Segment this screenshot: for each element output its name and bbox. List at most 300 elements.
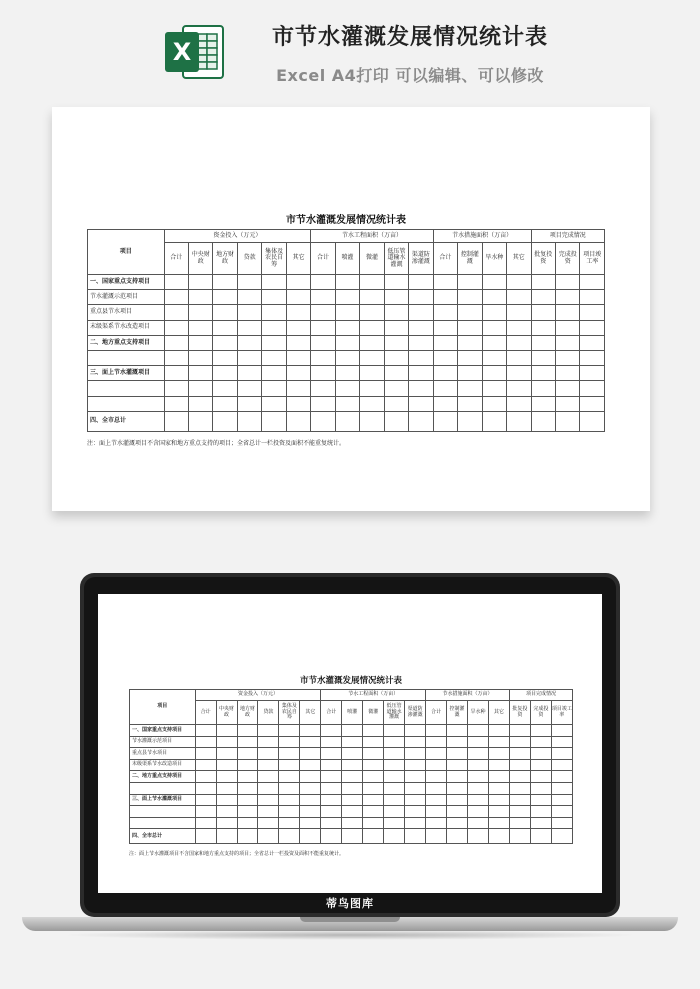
table-cell <box>195 748 216 760</box>
table-cell <box>433 411 457 431</box>
table-cell <box>409 350 433 365</box>
table-cell <box>237 725 258 737</box>
table-cell <box>530 725 551 737</box>
table-cell <box>409 290 433 305</box>
table-cell <box>488 817 509 829</box>
table-cell <box>321 736 342 748</box>
row-label: 一、国家重点支持项目 <box>88 275 165 290</box>
table-cell <box>258 725 279 737</box>
table-cell <box>433 320 457 335</box>
table-cell <box>195 817 216 829</box>
table-cell <box>384 829 405 844</box>
row-label: 节水灌溉示范项目 <box>88 290 165 305</box>
table-cell <box>335 320 359 335</box>
table-cell <box>237 275 261 290</box>
table-cell <box>342 736 363 748</box>
table-cell <box>433 335 457 350</box>
table-cell <box>433 290 457 305</box>
table-cell <box>482 320 506 335</box>
laptop-brand-label: 蒂鸟图库 <box>326 897 374 910</box>
column-header: 其它 <box>507 243 531 275</box>
table-cell <box>384 290 408 305</box>
table-cell <box>384 335 408 350</box>
table-cell <box>363 829 384 844</box>
table-cell <box>556 366 580 381</box>
table-cell <box>509 806 530 818</box>
table-cell <box>321 817 342 829</box>
row-label <box>88 396 165 411</box>
table-cell <box>258 794 279 806</box>
table-cell <box>216 771 237 783</box>
table-cell <box>286 350 310 365</box>
table-cell <box>360 335 384 350</box>
table-cell <box>530 806 551 818</box>
table-cell <box>262 350 286 365</box>
laptop-shadow <box>60 930 640 940</box>
table-cell <box>195 806 216 818</box>
table-cell <box>384 794 405 806</box>
table-cell <box>384 806 405 818</box>
table-cell <box>363 806 384 818</box>
column-group-header: 节水工程面积（万亩） <box>311 230 433 243</box>
column-header: 完成投资 <box>556 243 580 275</box>
table-cell <box>164 275 188 290</box>
table-cell <box>216 736 237 748</box>
table-cell <box>213 396 237 411</box>
table-cell <box>237 320 261 335</box>
table-cell <box>405 748 426 760</box>
table-row <box>130 782 573 794</box>
table-cell <box>409 335 433 350</box>
table-cell <box>551 725 572 737</box>
table-cell <box>531 350 555 365</box>
table-cell <box>321 725 342 737</box>
column-header: 合计 <box>321 701 342 725</box>
table-cell <box>213 366 237 381</box>
table-cell <box>426 794 447 806</box>
table-cell <box>426 806 447 818</box>
table-row <box>88 411 605 431</box>
table-cell <box>311 320 335 335</box>
table-cell <box>447 771 468 783</box>
table-cell <box>530 771 551 783</box>
table-cell <box>164 381 188 396</box>
table-cell <box>213 305 237 320</box>
table-cell <box>488 829 509 844</box>
table-cell <box>164 350 188 365</box>
table-cell <box>342 782 363 794</box>
excel-icon <box>163 20 227 84</box>
table-cell <box>556 320 580 335</box>
table-cell <box>405 771 426 783</box>
row-label: 二、地方重点支持项目 <box>130 771 196 783</box>
table-cell <box>580 305 605 320</box>
table-cell <box>458 350 482 365</box>
table-cell <box>195 736 216 748</box>
column-header: 其它 <box>300 701 321 725</box>
table-cell <box>360 381 384 396</box>
column-header: 地方财政 <box>237 701 258 725</box>
table-cell <box>507 411 531 431</box>
table-cell <box>321 759 342 771</box>
column-header-item: 项目 <box>88 230 165 275</box>
table-cell <box>482 290 506 305</box>
table-cell <box>216 748 237 760</box>
row-label <box>130 806 196 818</box>
table-cell <box>262 305 286 320</box>
table-cell <box>384 771 405 783</box>
table-cell <box>467 782 488 794</box>
table-cell <box>488 794 509 806</box>
table-cell <box>188 305 212 320</box>
table-cell <box>300 794 321 806</box>
table-cell <box>556 305 580 320</box>
column-header: 地方财政 <box>213 243 237 275</box>
table-cell <box>321 748 342 760</box>
table-cell <box>426 817 447 829</box>
table-cell <box>433 381 457 396</box>
table-cell <box>556 396 580 411</box>
table-cell <box>482 366 506 381</box>
table-row <box>88 335 605 350</box>
table-cell <box>467 725 488 737</box>
column-group-header: 资金投入（万元） <box>195 690 321 701</box>
table-cell <box>488 736 509 748</box>
column-header: 旱水种 <box>467 701 488 725</box>
table-cell <box>258 759 279 771</box>
document-preview <box>52 107 650 511</box>
table-cell <box>360 396 384 411</box>
table-cell <box>488 782 509 794</box>
table-cell <box>300 748 321 760</box>
column-header: 贷款 <box>237 243 261 275</box>
table-row <box>88 290 605 305</box>
table-cell <box>286 275 310 290</box>
table-cell <box>509 725 530 737</box>
table-cell <box>507 290 531 305</box>
table-cell <box>262 381 286 396</box>
row-label: 一、国家重点支持项目 <box>130 725 196 737</box>
table-cell <box>335 335 359 350</box>
screen-document-note: 注：面上节水灌溉项目不含国家和地方重点支持的项目；全省总计一栏投资及面积不能重复统计。 <box>129 851 345 858</box>
column-group-header: 项目完成情况 <box>531 230 604 243</box>
table-cell <box>188 320 212 335</box>
table-cell <box>458 411 482 431</box>
document-note: 注：面上节水灌溉项目不含国家和地方重点支持的项目；全省总计一栏投资及面积不能重复统计。 <box>87 439 346 447</box>
header-row-columns <box>88 243 605 275</box>
table-cell <box>531 290 555 305</box>
table-cell <box>335 290 359 305</box>
table-cell <box>426 829 447 844</box>
table-cell <box>300 782 321 794</box>
column-header: 其它 <box>286 243 310 275</box>
table-cell <box>213 411 237 431</box>
table-cell <box>237 290 261 305</box>
table-cell <box>458 320 482 335</box>
table-cell <box>447 829 468 844</box>
table-cell <box>321 829 342 844</box>
table-cell <box>405 759 426 771</box>
table-cell <box>279 782 300 794</box>
laptop-screen <box>98 594 602 893</box>
table-cell <box>279 794 300 806</box>
table-cell <box>447 817 468 829</box>
table-cell <box>237 366 261 381</box>
table-cell <box>556 350 580 365</box>
table-cell <box>507 305 531 320</box>
table-cell <box>164 366 188 381</box>
table-cell <box>458 366 482 381</box>
column-group-header: 节水措施面积（万亩） <box>433 230 531 243</box>
table-cell <box>279 748 300 760</box>
table-cell <box>311 381 335 396</box>
table-cell <box>384 320 408 335</box>
table-cell <box>551 806 572 818</box>
table-cell <box>195 829 216 844</box>
row-label: 末级渠系节水改造项目 <box>88 320 165 335</box>
table-cell <box>262 290 286 305</box>
table-cell <box>384 305 408 320</box>
column-header: 低压管道输水灌溉 <box>384 243 408 275</box>
table-cell <box>363 771 384 783</box>
table-cell <box>300 736 321 748</box>
table-cell <box>482 335 506 350</box>
table-cell <box>286 396 310 411</box>
table-cell <box>384 817 405 829</box>
table-cell <box>213 381 237 396</box>
table-cell <box>509 817 530 829</box>
table-cell <box>509 782 530 794</box>
column-header: 渠道防渗灌溉 <box>409 243 433 275</box>
table-cell <box>458 290 482 305</box>
table-cell <box>237 771 258 783</box>
table-cell <box>405 725 426 737</box>
table-cell <box>360 366 384 381</box>
table-cell <box>258 748 279 760</box>
column-header: 贷款 <box>258 701 279 725</box>
table-cell <box>551 817 572 829</box>
table-cell <box>409 366 433 381</box>
table-cell <box>342 794 363 806</box>
table-cell <box>195 725 216 737</box>
table-cell <box>458 335 482 350</box>
table-cell <box>488 759 509 771</box>
table-cell <box>164 411 188 431</box>
table-cell <box>164 305 188 320</box>
table-cell <box>213 350 237 365</box>
table-cell <box>213 335 237 350</box>
table-cell <box>188 275 212 290</box>
table-cell <box>433 396 457 411</box>
column-header: 旱水种 <box>482 243 506 275</box>
row-label <box>130 782 196 794</box>
column-header: 集体及农民自筹 <box>279 701 300 725</box>
table-row <box>130 771 573 783</box>
table-cell <box>363 794 384 806</box>
column-header: 合计 <box>433 243 457 275</box>
row-label: 重点县节水项目 <box>88 305 165 320</box>
table-cell <box>509 748 530 760</box>
table-cell <box>509 794 530 806</box>
table-cell <box>188 381 212 396</box>
table-cell <box>488 725 509 737</box>
table-cell <box>335 381 359 396</box>
header-row-groups <box>88 230 605 243</box>
table-cell <box>363 748 384 760</box>
table-cell <box>580 381 605 396</box>
column-header: 中央财政 <box>188 243 212 275</box>
table-cell <box>507 320 531 335</box>
column-header: 喷灌 <box>342 701 363 725</box>
table-cell <box>447 725 468 737</box>
table-cell <box>321 771 342 783</box>
page-title: 市节水灌溉发展情况统计表 <box>271 25 548 50</box>
table-cell <box>530 817 551 829</box>
table-cell <box>279 759 300 771</box>
table-cell <box>556 275 580 290</box>
table-row <box>130 759 573 771</box>
table-cell <box>195 771 216 783</box>
table-cell <box>342 806 363 818</box>
table-cell <box>384 759 405 771</box>
table-cell <box>551 748 572 760</box>
table-cell <box>213 290 237 305</box>
screen-document <box>129 674 573 857</box>
table-cell <box>258 806 279 818</box>
row-label <box>130 817 196 829</box>
table-cell <box>426 782 447 794</box>
table-cell <box>580 320 605 335</box>
table-cell <box>335 350 359 365</box>
column-header: 集体及农民自筹 <box>262 243 286 275</box>
table-cell <box>447 736 468 748</box>
row-label: 三、面上节水灌溉项目 <box>130 794 196 806</box>
table-cell <box>433 275 457 290</box>
table-row <box>88 305 605 320</box>
table-cell <box>509 759 530 771</box>
header-row-columns <box>130 701 573 725</box>
column-header: 控制灌溉 <box>458 243 482 275</box>
row-label <box>88 350 165 365</box>
table-cell <box>384 381 408 396</box>
table-cell <box>321 782 342 794</box>
table-cell <box>237 806 258 818</box>
table-cell <box>188 335 212 350</box>
table-cell <box>279 725 300 737</box>
table-cell <box>426 748 447 760</box>
table-cell <box>342 817 363 829</box>
table-cell <box>258 771 279 783</box>
table-cell <box>237 794 258 806</box>
column-header: 合计 <box>195 701 216 725</box>
table-cell <box>507 366 531 381</box>
table-cell <box>531 381 555 396</box>
table-cell <box>384 748 405 760</box>
table-cell <box>458 381 482 396</box>
table-cell <box>342 771 363 783</box>
table-cell <box>262 366 286 381</box>
table-cell <box>531 275 555 290</box>
statistics-table <box>87 229 605 432</box>
table-cell <box>507 396 531 411</box>
table-cell <box>433 305 457 320</box>
column-header: 项目竣工率 <box>551 701 572 725</box>
table-cell <box>551 759 572 771</box>
screen-document-title: 市节水灌溉发展情况统计表 <box>299 676 402 686</box>
table-row <box>88 320 605 335</box>
table-cell <box>188 396 212 411</box>
table-cell <box>467 806 488 818</box>
table-cell <box>531 305 555 320</box>
column-header-item: 项目 <box>130 690 196 725</box>
table-cell <box>342 748 363 760</box>
table-cell <box>164 290 188 305</box>
table-cell <box>384 366 408 381</box>
row-label: 节水灌溉示范项目 <box>130 736 196 748</box>
table-row <box>130 725 573 737</box>
page-subtitle: Excel A4打印 可以编辑、可以修改 <box>276 66 544 85</box>
table-cell <box>213 320 237 335</box>
table-row <box>88 275 605 290</box>
table-cell <box>321 794 342 806</box>
table-cell <box>531 335 555 350</box>
table-cell <box>237 748 258 760</box>
table-cell <box>237 736 258 748</box>
column-header: 中央财政 <box>216 701 237 725</box>
table-cell <box>279 829 300 844</box>
table-cell <box>279 817 300 829</box>
laptop-mockup <box>0 570 700 989</box>
column-header: 合计 <box>426 701 447 725</box>
table-cell <box>458 275 482 290</box>
table-cell <box>164 335 188 350</box>
table-cell <box>258 817 279 829</box>
table-cell <box>488 806 509 818</box>
table-cell <box>188 290 212 305</box>
table-cell <box>467 829 488 844</box>
table-cell <box>311 366 335 381</box>
table-cell <box>286 290 310 305</box>
document-title: 市节水灌溉发展情况统计表 <box>286 215 406 226</box>
table-cell <box>458 305 482 320</box>
table-cell <box>482 381 506 396</box>
table-cell <box>188 366 212 381</box>
table-cell <box>216 817 237 829</box>
table-cell <box>286 366 310 381</box>
table-cell <box>360 411 384 431</box>
table-cell <box>409 320 433 335</box>
table-cell <box>311 305 335 320</box>
table-cell <box>447 806 468 818</box>
excel-icon-letter: X <box>172 38 192 66</box>
table-cell <box>530 794 551 806</box>
table-cell <box>311 396 335 411</box>
table-cell <box>363 736 384 748</box>
screen-statistics-table <box>129 689 573 844</box>
table-cell <box>384 396 408 411</box>
table-cell <box>447 759 468 771</box>
table-cell <box>482 396 506 411</box>
table-cell <box>458 396 482 411</box>
table-row <box>88 366 605 381</box>
table-cell <box>580 290 605 305</box>
column-header: 完成投资 <box>530 701 551 725</box>
table-cell <box>580 411 605 431</box>
column-header: 微灌 <box>363 701 384 725</box>
column-group-header: 资金投入（万元） <box>164 230 311 243</box>
table-cell <box>237 411 261 431</box>
table-cell <box>405 782 426 794</box>
